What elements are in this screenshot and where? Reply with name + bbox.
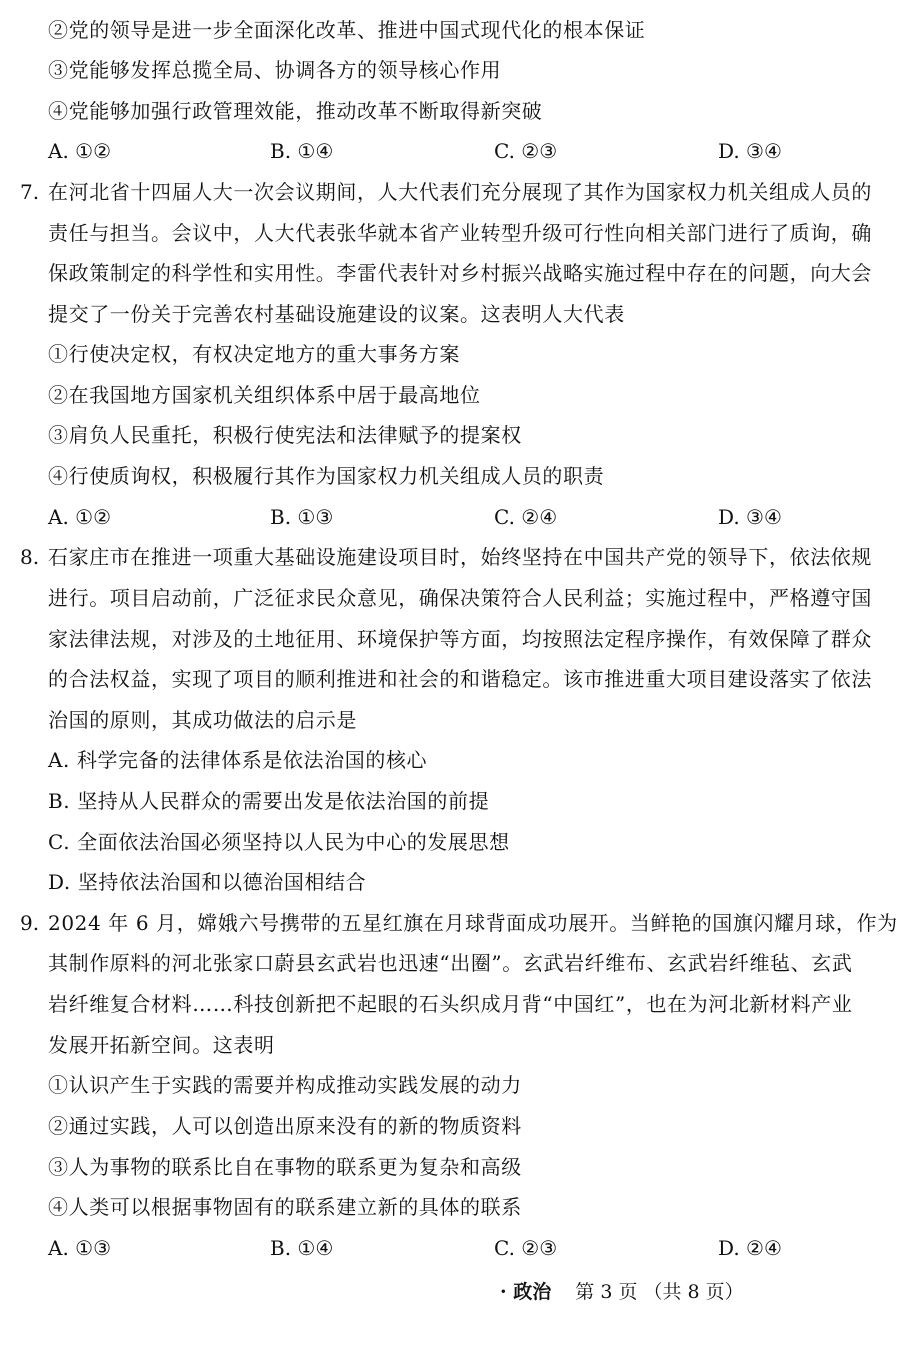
q9-option-c: C. ②③ (494, 1236, 558, 1260)
q7-stem-line: 保政策制定的科学性和实用性。李雷代表针对乡村振兴战略实施过程中存在的问题，向大会 (48, 261, 872, 285)
q8-option-a: A. 科学完备的法律体系是依法治国的核心 (48, 748, 428, 772)
q6-item-4: ④党能够加强行政管理效能，推动改革不断取得新突破 (48, 99, 543, 123)
q9-stem-line: 其制作原料的河北张家口蔚县玄武岩也迅速“出圈”。玄武岩纤维布、玄武岩纤维毡、玄武 (48, 951, 853, 975)
q9-option-b: B. ①④ (270, 1236, 334, 1260)
q7-item-1: ①行使决定权，有权决定地方的重大事务方案 (48, 342, 460, 366)
q7-options (48, 503, 848, 531)
q8-option-c: C. 全面依法治国必须坚持以人民为中心的发展思想 (48, 830, 510, 854)
q7-stem-line: 责任与担当。会议中，人大代表张华就本省产业转型升级可行性向相关部门进行了质询，确 (48, 221, 872, 245)
q6-item-2: ②党的领导是进一步全面深化改革、推进中国式现代化的根本保证 (48, 18, 646, 42)
q7-item-3: ③肩负人民重托，积极行使宪法和法律赋予的提案权 (48, 423, 522, 447)
q8-stem-line: 的合法权益，实现了项目的顺利推进和社会的和谐稳定。该市推进重大项目建设落实了依法 (48, 667, 872, 691)
q7-stem-line: 在河北省十四届人大一次会议期间，人大代表们充分展现了其作为国家权力机关组成人员的 (48, 180, 872, 204)
q8-number: 8. (20, 545, 40, 569)
q8-stem-line: 进行。项目启动前，广泛征求民众意见，确保决策符合人民利益；实施过程中，严格遵守国 (48, 586, 872, 610)
q9-item-4: ④人类可以根据事物固有的联系建立新的具体的联系 (48, 1195, 522, 1219)
q8-option-b: B. 坚持从人民群众的需要出发是依法治国的前提 (48, 789, 490, 813)
q9-number: 9. (20, 911, 40, 935)
q9-item-3: ③人为事物的联系比自在事物的联系更为复杂和高级 (48, 1155, 522, 1179)
q9-item-1: ①认识产生于实践的需要并构成推动实践发展的动力 (48, 1073, 522, 1097)
q6-option-d: D. ③④ (718, 139, 782, 163)
q8-stem-line: 治国的原则，其成功做法的启示是 (48, 708, 357, 732)
q6-item-3: ③党能够发挥总揽全局、协调各方的领导核心作用 (48, 58, 502, 82)
q6-options (48, 137, 848, 165)
q6-option-a: A. ①② (48, 139, 112, 163)
q7-item-2: ②在我国地方国家机关组织体系中居于最高地位 (48, 383, 481, 407)
q7-option-c: C. ②④ (494, 505, 558, 529)
q7-option-a: A. ①② (48, 505, 112, 529)
q8-stem-line: 家法律法规，对涉及的土地征用、环境保护等方面，均按照法定程序操作，有效保障了群众 (48, 627, 872, 651)
footer-page-info: 第 3 页 （共 8 页） (575, 1281, 744, 1303)
q7-number: 7. (20, 180, 40, 204)
q9-option-a: A. ①③ (48, 1236, 112, 1260)
q6-option-c: C. ②③ (494, 139, 558, 163)
q9-option-d: D. ②④ (718, 1236, 782, 1260)
q9-item-2: ②通过实践，人可以创造出原来没有的新的物质资料 (48, 1114, 522, 1138)
q9-stem-line: 岩纤维复合材料……科技创新把不起眼的石头织成月背“中国红”，也在为河北新材料产业 (48, 992, 853, 1016)
q7-stem-line: 提交了一份关于完善农村基础设施建设的议案。这表明人大代表 (48, 302, 625, 326)
q9-stem-line: 2024 年 6 月，嫦娥六号携带的五星红旗在月球背面成功展开。当鲜艳的国旗闪耀月球，作为 (48, 911, 898, 935)
q7-item-4: ④行使质询权，积极履行其作为国家权力机关组成人员的职责 (48, 464, 605, 488)
q9-stem-line: 发展开拓新空间。这表明 (48, 1033, 275, 1057)
q7-option-b: B. ①③ (270, 505, 334, 529)
q6-option-b: B. ①④ (270, 139, 334, 163)
q8-option-d: D. 坚持依法治国和以德治国相结合 (48, 870, 367, 894)
q9-options (48, 1234, 848, 1262)
page-footer (500, 1278, 744, 1306)
footer-subject: · 政治 (500, 1281, 552, 1303)
q7-option-d: D. ③④ (718, 505, 782, 529)
q8-stem-line: 石家庄市在推进一项重大基础设施建设项目时，始终坚持在中国共产党的领导下，依法依规 (48, 545, 872, 569)
